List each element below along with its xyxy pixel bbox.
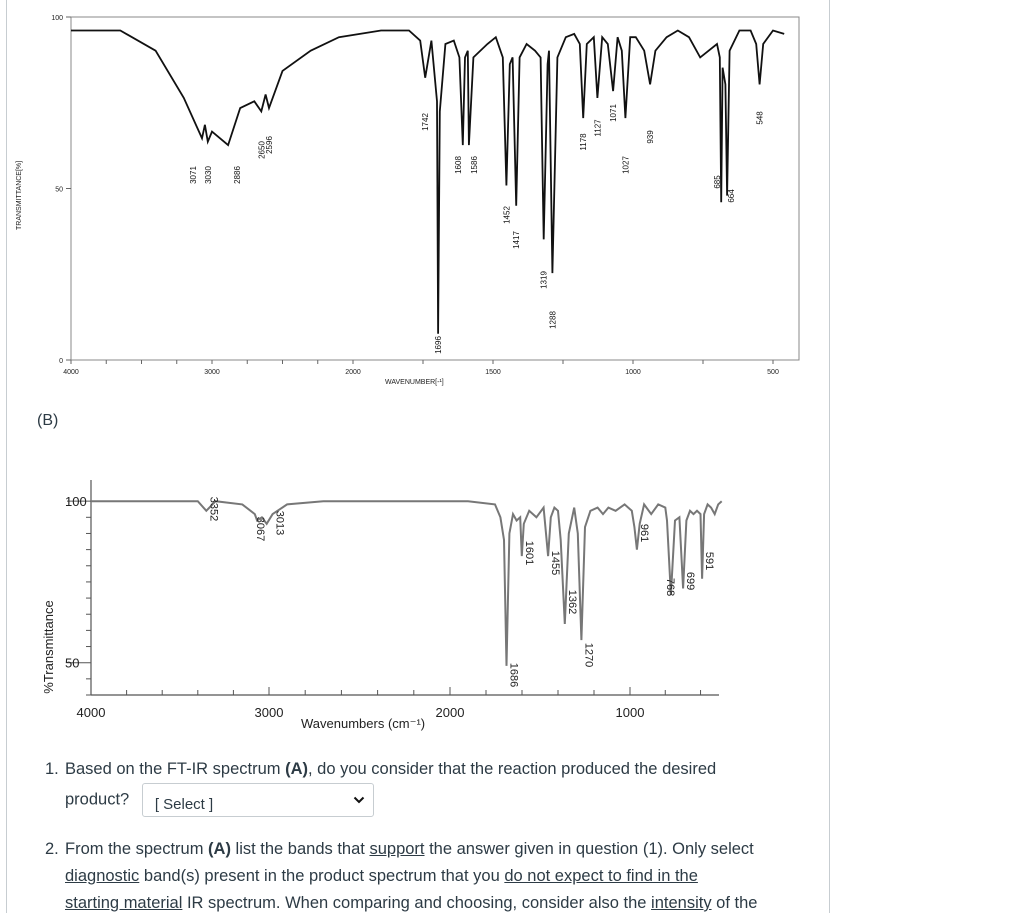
question-1-text-c: product? [65,790,130,809]
spectrum-a-peak-label: 3030 [203,166,213,184]
question-2-text-a: From the spectrum [65,840,209,858]
spectrum-a-xtick-label: 3000 [204,369,220,376]
spectrum-b-xtick-label: 1000 [615,705,645,720]
spectrum-a-peak-label: 1696 [434,336,444,354]
spectrum-a-peak-label: 548 [755,111,765,125]
question-2-underline-not-expect: do not expect to find in the [504,867,698,885]
answer-select[interactable] [142,783,374,817]
spectrum-a-peak-label: 1452 [502,206,512,224]
spectrum-b-peak-label: 3067 [254,516,267,542]
question-2-text-b: list the bands that [230,840,370,858]
chevron-down-icon [353,795,365,805]
question-1-bold: (A) [285,760,308,778]
spectrum-a-ytick-label: 50 [55,186,63,194]
spectrum-b-peak-label: 699 [684,571,697,591]
spectrum-a-peak-label: 2886 [233,166,243,184]
spectrum-a-xtick-label: 1000 [625,369,641,376]
spectrum-b-peak-label: 768 [663,577,676,597]
question-2-text-e: IR spectrum. When comparing and choosing, consider also the [182,894,652,912]
spectrum-a-peak-label: 1071 [609,104,619,122]
spectrum-a-ylabel: TRANSMITTANCE[%] [16,160,23,230]
spectrum-a-peak-label: 664 [727,189,737,203]
spectrum-b-xlabel: Wavenumbers (cm⁻¹) [301,716,426,731]
spectrum-a-line [71,31,784,334]
spectrum-a-peak-label: 1288 [548,311,558,329]
question-panel [6,0,830,913]
spectrum-a-peak-label: 3071 [188,166,198,184]
question-1 [45,756,815,817]
spectrum-a-xtick-label: 1500 [485,369,501,376]
spectrum-b-peak-label: 961 [637,523,650,543]
spectrum-b-peak-label: 3352 [207,496,220,522]
spectrum-a-peak-label: 1127 [593,119,603,137]
question-2-bold: (A) [208,840,231,858]
spectrum-a-peak-label: 1027 [621,156,631,174]
spectrum-b-peak-label: 1455 [549,550,562,576]
ir-spectrum-a [7,0,827,400]
spectrum-b-xtick-label: 2000 [435,705,465,720]
spectrum-b-peak-label: 1601 [522,540,535,566]
spectrum-b-peak-label: 1686 [507,662,520,688]
spectrum-a-peak-label: 1608 [453,156,463,174]
question-1-text-b: , do you consider that the reaction produced the desired [308,760,717,778]
spectrum-b-peak-label: 591 [703,551,716,571]
spectrum-a-peak-label: 939 [646,130,656,144]
spectrum-a-ytick-label: 0 [59,358,63,365]
spectrum-b-ytick-label: 50 [65,655,80,671]
question-2-number: 2. [45,840,59,858]
question-2-underline-intensity: intensity [651,894,712,912]
spectrum-a-ytick-label: 100 [51,15,63,22]
spectrum-a-peak-label: 685 [713,175,723,189]
spectrum-b-ylabel: %Transmittance [41,600,56,694]
spectrum-a-peak-label: 1742 [421,113,431,131]
spectrum-a-xtick-label: 500 [767,369,779,376]
spectrum-a-peak-label: 2596 [264,136,274,154]
spectrum-a-peak-label: 1319 [539,271,549,289]
spectrum-a-xtick-label: 4000 [63,369,79,376]
spectrum-b-xtick-label: 3000 [254,705,284,720]
question-2-underline-diagnostic: diagnostic [65,867,140,885]
question-2 [45,836,815,917]
spectrum-b-peak-label: 1270 [582,642,595,668]
question-2-text-d: band(s) present in the product spectrum that you [139,867,505,885]
section-b-label: (B) [37,412,59,429]
spectrum-a-peak-label: 2650 [257,141,267,159]
spectrum-b-line [91,501,722,666]
question-1-text-a: Based on the FT-IR spectrum [65,760,286,778]
spectrum-b-peak-label: 3013 [273,510,286,536]
question-2-underline-starting-material: starting material [65,894,183,912]
spectrum-a-xlabel: WAVENUMBER[-¹] [385,379,444,386]
spectrum-b-ytick-label: 100 [65,494,87,510]
spectrum-a-xtick-label: 2000 [345,369,361,376]
question-2-underline-support: support [369,840,425,858]
ir-spectrum-b [7,455,827,740]
spectrum-a-peak-label: 1178 [579,133,589,151]
question-1-number: 1. [45,760,59,778]
spectrum-a-frame [71,17,799,360]
answer-select-value: [ Select ] [154,796,214,813]
spectrum-b-xtick-label: 4000 [76,705,106,720]
question-2-text-f: of the [711,894,758,912]
spectrum-a-peak-label: 1417 [512,231,522,249]
spectrum-b-peak-label: 1362 [565,589,578,615]
question-2-text-c: the answer given in question (1). Only select [424,840,754,858]
spectrum-a-peak-label: 1586 [469,156,479,174]
